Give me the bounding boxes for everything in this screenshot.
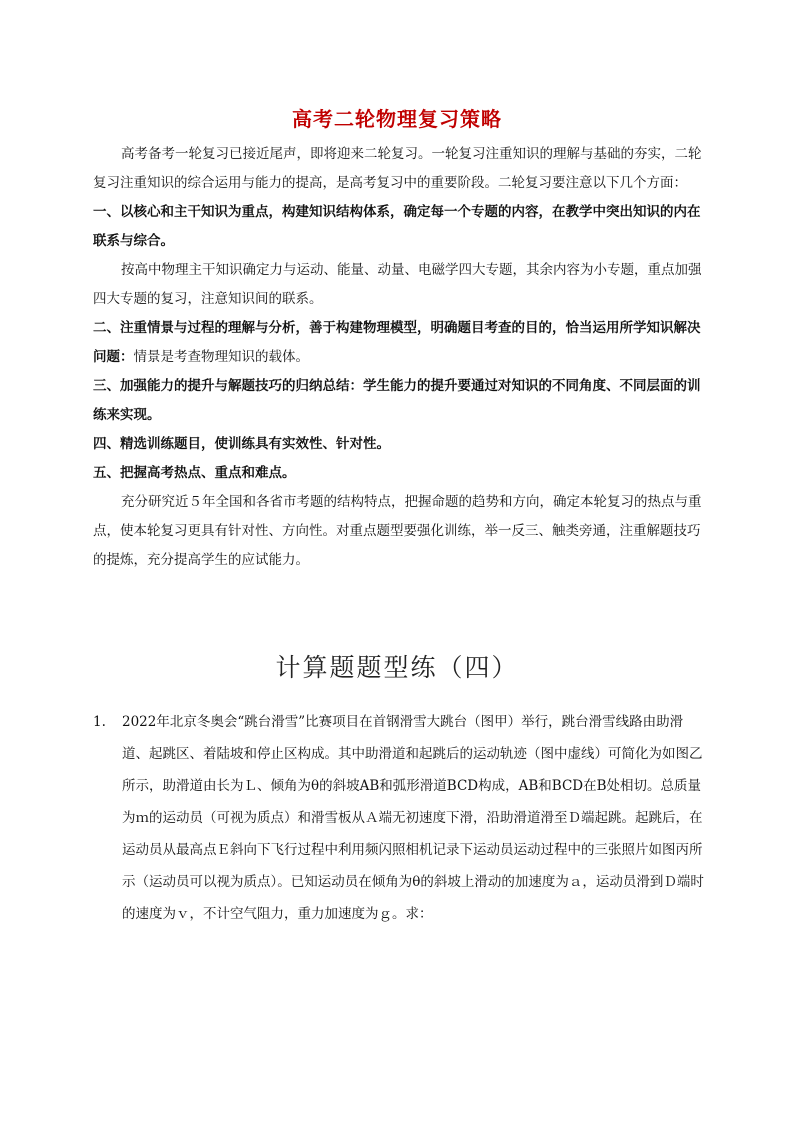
strategy-section — [93, 140, 703, 575]
point-4-heading: 四、精选训练题目，使训练具有实效性、针对性。 — [93, 436, 390, 452]
point-1-body: 按高中物理主干知识确定力与运动、能量、动量、电磁学四大专题，其余内容为小专题，重点加强四大专题的复习，注意知识间的联系。 — [93, 262, 702, 307]
question-text: 2022年北京冬奥会“跳台滑雪”比赛项目在首钢滑雪大跳台（图甲）举行，跳台滑雪线路由助滑道、起跳区、着陆坡和停止区构成。其中助滑道和起跳后的运动轨迹（图中虚线）可简化为如图乙所示，助滑道由长为Ｌ、倾角为θ的斜坡AB和弧形滑道BCD构成，AB和BCD在B处相切。总质量为ｍ的运动员（可视为质点）和滑雪板从Ａ端无初速度下滑，沿助滑道滑至Ｄ端起跳。起跳后，在运动员从最高点Ｅ斜向下飞行过程中利用频闪照相机记录下运动员运动过程中的三张照片如图丙所示（运动员可以视为质点）。已知运动员在倾角为θ的斜坡上滑动的加速度为ａ，运动员滑到Ｄ端时的速度为ｖ，不计空气阻力，重力加速度为ｇ。求： — [122, 714, 704, 922]
question-1 — [93, 706, 705, 930]
point-2-heading: 二、注重情景与过程的理解与分析，善于构建物理模型，明确题目考查的目的，恰当运用所学知识解决问题： — [93, 320, 701, 365]
point-5-body: 充分研究近５年全国和各省市考题的结构特点，把握命题的趋势和方向，确定本轮复习的热点与重点，使本轮复习更具有针对性、方向性。对重点题型要强化训练，举一反三、触类旁通，注重解题技巧的提炼，充分提高学生的应试能力。 — [93, 494, 702, 568]
intro-paragraph: 高考备考一轮复习已接近尾声，即将迎来二轮复习。一轮复习注重知识的理解与基础的夯实，二轮复习注重知识的综合运用与能力的提高，是高考复习中的重要阶段。二轮复习要注意以下几个方面： — [93, 146, 702, 191]
point-5-heading: 五、把握高考热点、重点和难点。 — [93, 465, 296, 481]
point-3-heading: 三、加强能力的提升与解题技巧的归纳总结：学生能力的提升要通过对知识的不同角度、不同层面的训练来实现。 — [93, 378, 701, 423]
page-title: 高考二轮物理复习策略 — [292, 107, 502, 131]
point-2-paragraph — [93, 314, 703, 372]
section-title: 计算题题型练（四） — [275, 653, 519, 682]
point-2-tail: 情景是考查物理知识的载体。 — [133, 349, 309, 365]
question-number: 1. — [93, 714, 106, 730]
point-1-heading: 一、以核心和主干知识为重点，构建知识结构体系，确定每一个专题的内容，在教学中突出知识的内在联系与综合。 — [93, 204, 701, 249]
